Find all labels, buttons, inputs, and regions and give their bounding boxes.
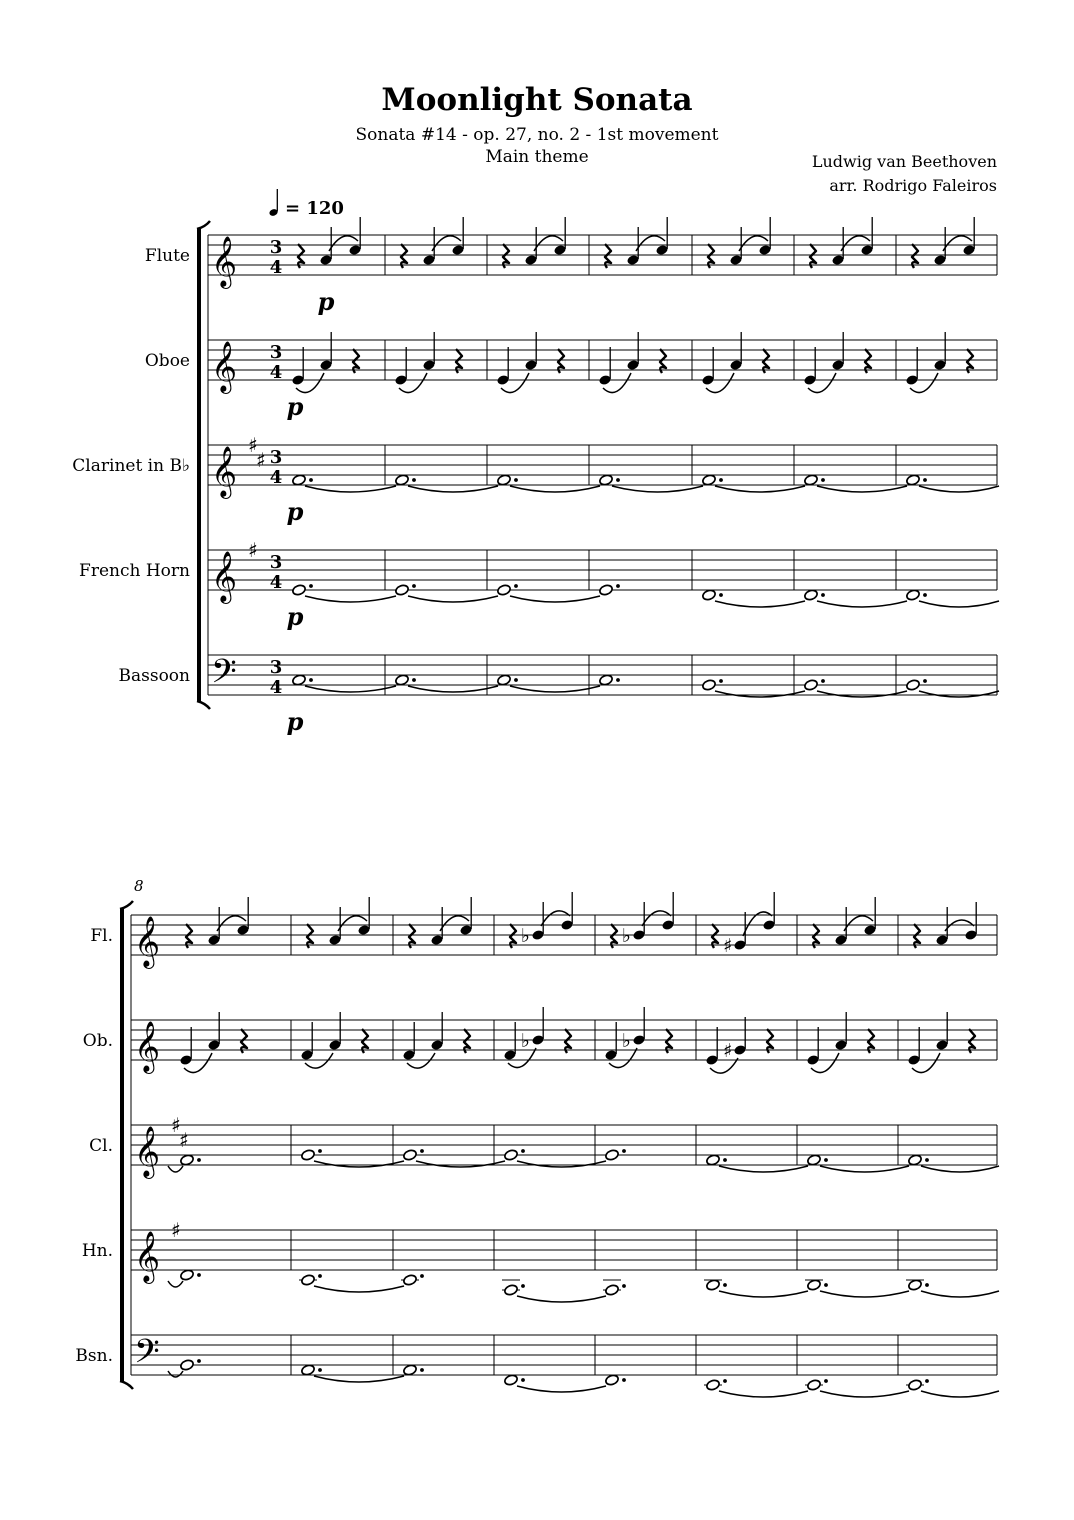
dynamic-piano: p [286, 497, 304, 526]
augmentation-dot [412, 584, 416, 588]
flat-accidental-icon: ♭ [622, 925, 631, 947]
augmentation-dot [622, 1378, 626, 1382]
dotted-half-note-head [807, 1154, 822, 1166]
augmentation-dot [318, 1149, 322, 1153]
instrument-name: Fl. [90, 926, 113, 946]
dotted-half-note-head [301, 1274, 316, 1286]
subtitle: Sonata #14 - op. 27, no. 2 - 1st movement [355, 125, 719, 145]
tie [919, 601, 999, 607]
sharp-key-signature-icon: ♯ [248, 538, 258, 562]
augmentation-dot [925, 1158, 929, 1162]
treble-clef-icon: 𝄞 [211, 551, 238, 602]
dotted-half-note-head [605, 1284, 620, 1296]
dynamic-piano: p [286, 392, 304, 421]
dotted-half-note-head [395, 474, 410, 486]
dotted-half-note-head [403, 1274, 418, 1286]
augmentation-dot [420, 1149, 424, 1153]
augmentation-dot [309, 584, 313, 588]
tie [517, 1386, 606, 1392]
instrument-name: Oboe [144, 351, 190, 371]
dotted-half-note-head [292, 674, 307, 686]
tie [719, 1291, 808, 1297]
augmentation-dot [723, 1283, 727, 1287]
treble-clef-icon: 𝄞 [134, 1231, 161, 1282]
augmentation-dot [821, 478, 825, 482]
dotted-half-note-head [599, 584, 614, 596]
tie [408, 596, 498, 602]
dotted-half-note-head [504, 1374, 519, 1386]
staff-oboe [83, 1007, 997, 1074]
augmentation-dot [309, 478, 313, 482]
bracket-top-hook [197, 221, 210, 229]
tie [715, 601, 805, 607]
quarter-rest-icon [307, 924, 313, 948]
slur [945, 920, 974, 931]
subsubtitle: Main theme [485, 147, 589, 167]
tie [314, 1161, 404, 1167]
instrument-name: Bsn. [75, 1346, 113, 1366]
augmentation-dot [723, 1158, 727, 1162]
composer: Ludwig van Beethoven [811, 152, 997, 171]
augmentation-dot [521, 1149, 525, 1153]
augmentation-dot [616, 584, 620, 588]
dotted-half-note-head [906, 679, 921, 691]
tie [305, 596, 396, 602]
tie [510, 486, 600, 492]
tie [517, 1161, 606, 1167]
system-bracket [197, 229, 201, 701]
quarter-rest-icon [362, 1029, 368, 1053]
augmentation-dot [719, 593, 723, 597]
quarter-rest-icon [558, 349, 564, 373]
quarter-rest-icon [967, 349, 973, 373]
augmentation-dot [412, 478, 416, 482]
augmentation-dot [309, 678, 313, 682]
instrument-name: Ob. [82, 1031, 113, 1051]
tie [168, 1371, 183, 1377]
quarter-rest-icon [763, 349, 769, 373]
dotted-half-note-head [908, 1279, 923, 1291]
quarter-rest-icon [353, 349, 359, 373]
instrument-name: French Horn [79, 561, 190, 581]
tie [820, 1391, 909, 1397]
quarter-rest-icon [865, 349, 871, 373]
quarter-rest-icon [767, 1029, 773, 1053]
sharp-key-signature-icon: ♯ [171, 1113, 181, 1137]
bass-clef-icon: 𝄢 [134, 1333, 160, 1379]
augmentation-dot [824, 1379, 828, 1383]
quarter-rest-icon [241, 1029, 247, 1053]
music-root [72, 217, 999, 1397]
system-bracket [120, 909, 124, 1381]
quarter-rest-icon [660, 349, 666, 373]
dotted-half-note-head [908, 1379, 923, 1391]
quarter-rest-icon [464, 1029, 470, 1053]
dotted-half-note-head [807, 1379, 822, 1391]
flat-accidental-icon: ♭ [622, 1030, 631, 1052]
dotted-half-note-head [301, 1149, 316, 1161]
augmentation-dot [923, 679, 927, 683]
tie [715, 691, 805, 697]
dotted-half-note-head [804, 474, 819, 486]
quarter-rest-icon [712, 924, 718, 948]
tie [612, 486, 703, 492]
quarter-rest-icon [813, 924, 819, 948]
dotted-half-note-head [906, 589, 921, 601]
dotted-half-note-head [395, 674, 410, 686]
staff-clarinet [72, 433, 999, 526]
tie [919, 486, 999, 492]
quarter-rest-icon [708, 244, 714, 268]
augmentation-dot [514, 678, 518, 682]
tie [820, 1291, 909, 1297]
dotted-half-note-head [804, 589, 819, 601]
staff-bassoon [75, 1333, 999, 1397]
augmentation-dot [719, 478, 723, 482]
tie [510, 596, 600, 602]
dotted-half-note-head [504, 1284, 519, 1296]
dotted-half-note-head [804, 679, 819, 691]
augmentation-dot [521, 1378, 525, 1382]
dotted-half-note-head [497, 474, 512, 486]
dotted-half-note-head [292, 474, 307, 486]
augmentation-dot [925, 1379, 929, 1383]
augmentation-dot [197, 1273, 201, 1277]
sharp-accidental-icon: ♯ [723, 935, 733, 957]
augmentation-dot [824, 1283, 828, 1287]
dynamic-piano: p [286, 707, 304, 736]
augmentation-dot [923, 478, 927, 482]
staff-flute [145, 217, 997, 316]
augmentation-dot [420, 1368, 424, 1372]
dotted-half-note-head [807, 1279, 822, 1291]
sharp-key-signature-icon: ♯ [256, 448, 266, 472]
quarter-rest-icon [969, 1029, 975, 1053]
dotted-half-note-head [497, 584, 512, 596]
staff-flute [90, 892, 997, 969]
staff-horn [82, 1218, 999, 1302]
quarter-rest-icon [503, 244, 509, 268]
quarter-rest-icon [810, 244, 816, 268]
instrument-name: Flute [144, 246, 190, 266]
augmentation-dot [412, 678, 416, 682]
augmentation-dot [514, 584, 518, 588]
quarter-rest-icon [611, 924, 617, 948]
quarter-rest-icon [298, 244, 304, 268]
staff-horn [79, 538, 999, 631]
flat-accidental-icon: ♭ [521, 925, 530, 947]
dotted-half-note-head [180, 1154, 195, 1166]
sharp-key-signature-icon: ♯ [179, 1128, 189, 1152]
dotted-half-note-head [908, 1154, 923, 1166]
dotted-half-note-head [702, 679, 717, 691]
dotted-half-note-head [180, 1359, 195, 1371]
tie [408, 686, 498, 692]
augmentation-dot [723, 1379, 727, 1383]
dotted-half-note-head [403, 1149, 418, 1161]
augmentation-dot [622, 1284, 626, 1288]
sharp-key-signature-icon: ♯ [171, 1218, 181, 1242]
tempo-value: = 120 [285, 198, 344, 219]
augmentation-dot [616, 678, 620, 682]
dotted-half-note-head [395, 584, 410, 596]
quarter-rest-icon [565, 1029, 571, 1053]
treble-clef-icon: 𝄞 [134, 1126, 161, 1177]
tie [919, 691, 999, 697]
arranger: arr. Rodrigo Faleiros [829, 176, 997, 195]
quarter-rest-icon [605, 244, 611, 268]
time-signature-numerator: 3 [269, 237, 283, 258]
quarter-rest-icon [186, 924, 192, 948]
tie [921, 1291, 999, 1297]
title: Moonlight Sonata [381, 82, 693, 118]
augmentation-dot [318, 1368, 322, 1372]
quarter-rest-icon [401, 244, 407, 268]
dotted-half-note-head [706, 1154, 721, 1166]
augmentation-dot [420, 1274, 424, 1278]
sharp-key-signature-icon: ♯ [248, 433, 258, 457]
bracket-top-hook [120, 901, 133, 909]
augmentation-dot [197, 1158, 201, 1162]
tie [719, 1166, 808, 1172]
tie [168, 1166, 183, 1172]
treble-clef-icon: 𝄞 [211, 446, 238, 497]
sharp-accidental-icon: ♯ [723, 1040, 733, 1062]
dotted-half-note-head [906, 474, 921, 486]
dotted-half-note-head [599, 674, 614, 686]
augmentation-dot [514, 478, 518, 482]
time-signature-numerator: 3 [269, 447, 283, 468]
tie [921, 1391, 999, 1397]
time-signature-denominator: 4 [269, 467, 283, 488]
dotted-half-note-head [706, 1279, 721, 1291]
quarter-rest-icon [510, 924, 516, 948]
time-signature-denominator: 4 [269, 572, 283, 593]
tie [305, 486, 396, 492]
time-signature-denominator: 4 [269, 677, 283, 698]
staff-oboe [145, 332, 997, 421]
dotted-half-note-head [180, 1269, 195, 1281]
treble-clef-icon: 𝄞 [211, 341, 238, 392]
flat-accidental-icon: ♭ [521, 1030, 530, 1052]
dotted-half-note-head [403, 1364, 418, 1376]
instrument-name: Bassoon [118, 666, 190, 686]
dotted-half-note-head [605, 1149, 620, 1161]
time-signature-numerator: 3 [269, 657, 283, 678]
staff-bassoon [119, 653, 1000, 736]
dotted-half-note-head [702, 589, 717, 601]
tie [416, 1161, 505, 1167]
treble-clef-icon: 𝄞 [134, 1021, 161, 1072]
dotted-half-note-head [292, 584, 307, 596]
bracket-bottom-hook [197, 701, 210, 709]
dotted-half-note-head [605, 1374, 620, 1386]
augmentation-dot [719, 679, 723, 683]
augmentation-dot [616, 478, 620, 482]
tie [408, 486, 498, 492]
time-signature-denominator: 4 [269, 362, 283, 383]
augmentation-dot [622, 1149, 626, 1153]
augmentation-dot [821, 679, 825, 683]
augmentation-dot [824, 1158, 828, 1162]
tie [510, 686, 600, 692]
tie [921, 1166, 999, 1172]
dynamic-piano: p [286, 602, 304, 631]
tempo-marking [268, 189, 343, 219]
bracket-bottom-hook [120, 1381, 133, 1389]
tie [817, 601, 907, 607]
measure-number: 8 [134, 877, 144, 895]
dotted-half-note-head [497, 674, 512, 686]
tie [817, 486, 907, 492]
tie [817, 691, 907, 697]
quarter-rest-icon [868, 1029, 874, 1053]
treble-clef-icon: 𝄞 [134, 916, 161, 967]
dotted-half-note-head [706, 1379, 721, 1391]
time-signature-denominator: 4 [269, 257, 283, 278]
tie [314, 1376, 404, 1382]
tie [820, 1166, 909, 1172]
quarter-rest-icon [456, 349, 462, 373]
augmentation-dot [925, 1283, 929, 1287]
quarter-rest-icon [666, 1029, 672, 1053]
dotted-half-note-head [702, 474, 717, 486]
quarter-rest-icon [914, 924, 920, 948]
instrument-name: Hn. [81, 1241, 113, 1261]
tie [305, 686, 396, 692]
staff-clarinet [89, 1113, 999, 1179]
tie [314, 1286, 404, 1292]
tie [168, 1281, 183, 1287]
tie [715, 486, 805, 492]
quarter-rest-icon [912, 244, 918, 268]
dotted-half-note-head [301, 1364, 316, 1376]
tie [517, 1296, 606, 1302]
dynamic-piano: p [317, 287, 335, 316]
augmentation-dot [197, 1359, 201, 1363]
instrument-name: Clarinet in B♭ [72, 456, 190, 476]
dotted-half-note-head [599, 474, 614, 486]
tie [719, 1391, 808, 1397]
instrument-name: Cl. [89, 1136, 113, 1156]
treble-clef-icon: 𝄞 [211, 236, 238, 287]
system-2 [75, 877, 999, 1397]
augmentation-dot [521, 1284, 525, 1288]
bass-clef-icon: 𝄢 [211, 653, 237, 699]
system-1 [72, 217, 999, 736]
augmentation-dot [318, 1274, 322, 1278]
augmentation-dot [923, 593, 927, 597]
time-signature-numerator: 3 [269, 342, 283, 363]
time-signature-numerator: 3 [269, 552, 283, 573]
dotted-half-note-head [504, 1149, 519, 1161]
augmentation-dot [821, 593, 825, 597]
quarter-rest-icon [409, 924, 415, 948]
